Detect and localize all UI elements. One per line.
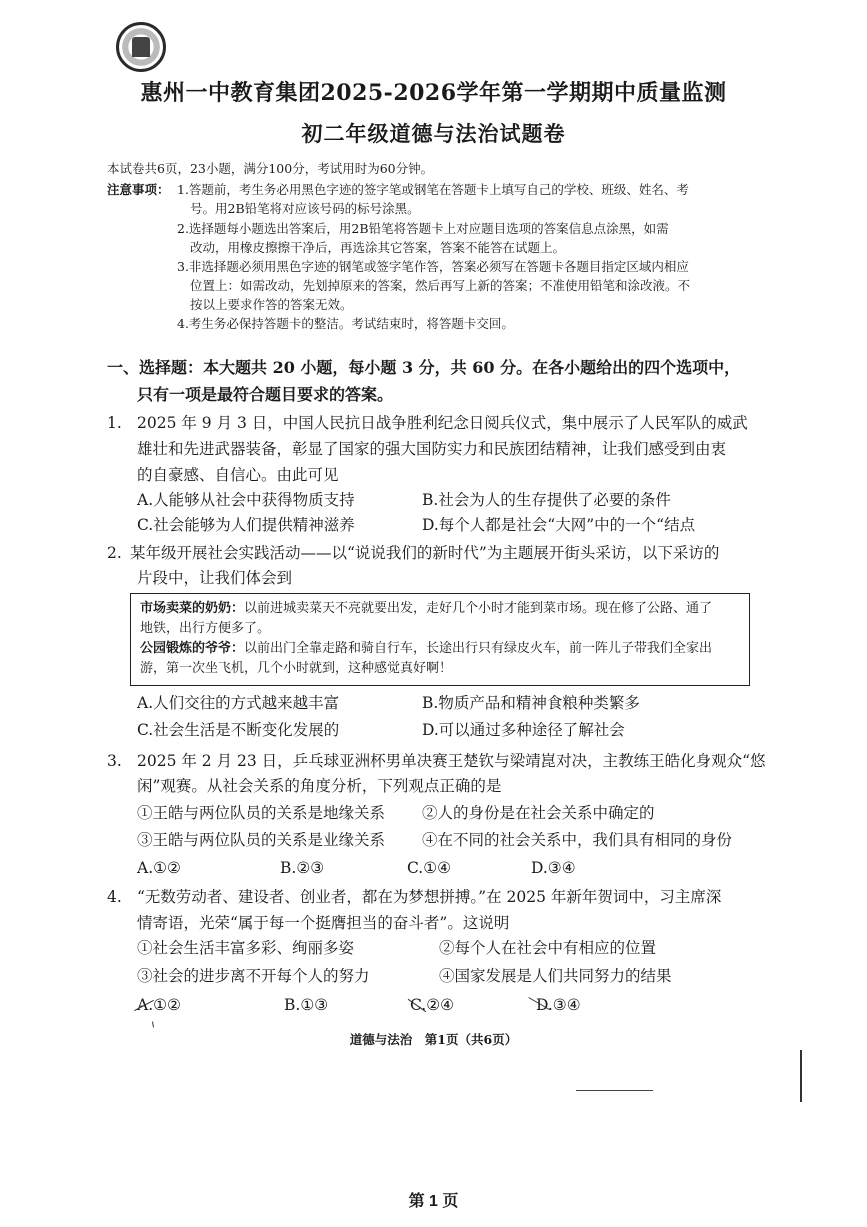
pen-tick-mark <box>152 1021 154 1027</box>
speaker-label: 市场卖菜的奶奶： <box>140 601 245 616</box>
note-line: 位置上：如需改动，先划掉原来的答案，然后再写上新的答案；不准使用铅笔和涂改液。不 <box>190 278 691 293</box>
option-b: B.②③ <box>280 859 325 877</box>
question-text: “无数劳动者、建设者、创业者，都在为梦想拼搏。”在 2025 年新年贺词中，习主席深 <box>137 888 722 906</box>
page-footer: 道德与法治 第1页（共6页） <box>349 1032 518 1047</box>
question-number: 3. <box>107 752 122 770</box>
option-d: D.可以通过多种途径了解社会 <box>422 721 625 739</box>
question-text: 雄壮和先进武器装备，彰显了国家的强大国防实力和民族团结精神，让我们感受到由衷 <box>137 440 727 458</box>
question-number: 2. <box>107 544 122 562</box>
question-text: 某年级开展社会实践活动——以“说说我们的新时代”为主题展开街头采访，以下采访的 <box>130 544 720 562</box>
note-line: 2.选择题每小题选出答案后，用2B铅笔将答题卡上对应题目选项的答案信息点涂黑，如需 <box>177 221 669 236</box>
question-number: 1. <box>107 414 122 432</box>
question-number: 4. <box>107 888 122 906</box>
section-heading-cont: 只有一项是最符合题目要求的答案。 <box>137 385 394 404</box>
question-text: 情寄语，光荣“属于每一个挺膺担当的奋斗者”。这说明 <box>137 914 510 932</box>
statement: ①社会生活丰富多彩、绚丽多姿 <box>137 939 355 957</box>
option-a: A.人们交往的方式越来越丰富 <box>137 694 340 712</box>
option-a: A.人能够从社会中获得物质支持 <box>137 491 355 509</box>
option-c: C.社会能够为人们提供精神滋养 <box>137 516 355 534</box>
question-text: 2025 年 2 月 23 日，乒乓球亚洲杯男单决赛王楚钦与梁靖崑对决，主教练王皓化身观众“悠 <box>137 752 766 770</box>
note-line: 改动，用橡皮擦擦干净后，再选涂其它答案，答案不能答在试题上。 <box>190 240 566 255</box>
exam-title: 惠州一中教育集团2025-2026学年第一学期期中质量监测 <box>140 80 727 106</box>
question-text: 闲”观赛。从社会关系的角度分析，下列观点正确的是 <box>137 777 502 795</box>
exam-intro: 本试卷共6页，23小题，满分100分，考试用时为60分钟。 <box>107 161 434 176</box>
question-text: 片段中，让我们体会到 <box>137 569 293 587</box>
question-text: 的自豪感、自信心。由此可见 <box>137 466 339 484</box>
option-c: C.社会生活是不断变化发展的 <box>137 721 340 739</box>
note-line: 4.考生务必保持答题卡的整洁。考试结束时，将答题卡交回。 <box>177 316 514 331</box>
option-a: A.①② <box>137 859 181 877</box>
statement: ③社会的进步离不开每个人的努力 <box>137 967 370 985</box>
interview-excerpt-box <box>130 593 750 686</box>
footer-rule <box>576 1090 653 1091</box>
notes-label: 注意事项： <box>107 182 170 197</box>
page-number: 第 1 页 <box>408 1193 459 1210</box>
statement: ④在不同的社会关系中，我们具有相同的身份 <box>422 831 733 849</box>
statement: ②每个人在社会中有相应的位置 <box>439 939 657 957</box>
note-line: 号。用2B铅笔将对应该号码的标号涂黑。 <box>190 201 420 216</box>
exam-subtitle: 初二年级道德与法治试题卷 <box>301 121 566 146</box>
statement: ③王皓与两位队员的关系是业缘关系 <box>137 831 386 849</box>
quote-text: 游，第一次坐飞机，几个小时就到，这种感觉真好啊！ <box>140 661 453 676</box>
note-line: 1.答题前，考生务必用黑色字迹的签字笔或钢笔在答题卡上填写自己的学校、班级、姓名、考 <box>177 182 689 197</box>
option-a: A.①② <box>137 996 181 1014</box>
speaker-label: 公园锻炼的爷爷： <box>140 641 245 656</box>
school-seal <box>116 22 166 72</box>
option-d: D.③④ <box>536 996 581 1014</box>
option-d: D.③④ <box>531 859 576 877</box>
statement: ②人的身份是在社会关系中确定的 <box>422 804 655 822</box>
scan-edge-mark <box>800 1050 802 1102</box>
note-line: 3.非选择题必须用黑色字迹的钢笔或签字笔作答，答案必须写在答题卡各题目指定区域内相应 <box>177 259 689 274</box>
option-c: C.②④ <box>410 996 455 1014</box>
quote-text: 以前出门全靠走路和骑自行车，长途出行只有绿皮火车，前一阵儿子带我们全家出 <box>244 641 713 656</box>
statement: ①王皓与两位队员的关系是地缘关系 <box>137 804 386 822</box>
quote-text: 地铁，出行方便多了。 <box>140 621 271 636</box>
option-b: B.物质产品和精神食粮种类繁多 <box>422 694 640 712</box>
option-b: B.①③ <box>284 996 329 1014</box>
statement: ④国家发展是人们共同努力的结果 <box>439 967 672 985</box>
section-heading: 一、选择题：本大题共 20 小题，每小题 3 分，共 60 分。在各小题给出的四个选项中， <box>107 358 741 377</box>
note-line: 按以上要求作答的答案无效。 <box>190 297 353 312</box>
quote-text: 以前进城卖菜天不亮就要出发，走好几个小时才能到菜市场。现在修了公路、通了 <box>244 601 713 616</box>
option-d: D.每个人都是社会“大网”中的一个“结点 <box>422 516 696 534</box>
option-b: B.社会为人的生存提供了必要的条件 <box>422 491 671 509</box>
question-text: 2025 年 9 月 3 日，中国人民抗日战争胜利纪念日阅兵仪式，集中展示了人民军队的威武 <box>137 414 748 432</box>
option-c: C.①④ <box>407 859 452 877</box>
